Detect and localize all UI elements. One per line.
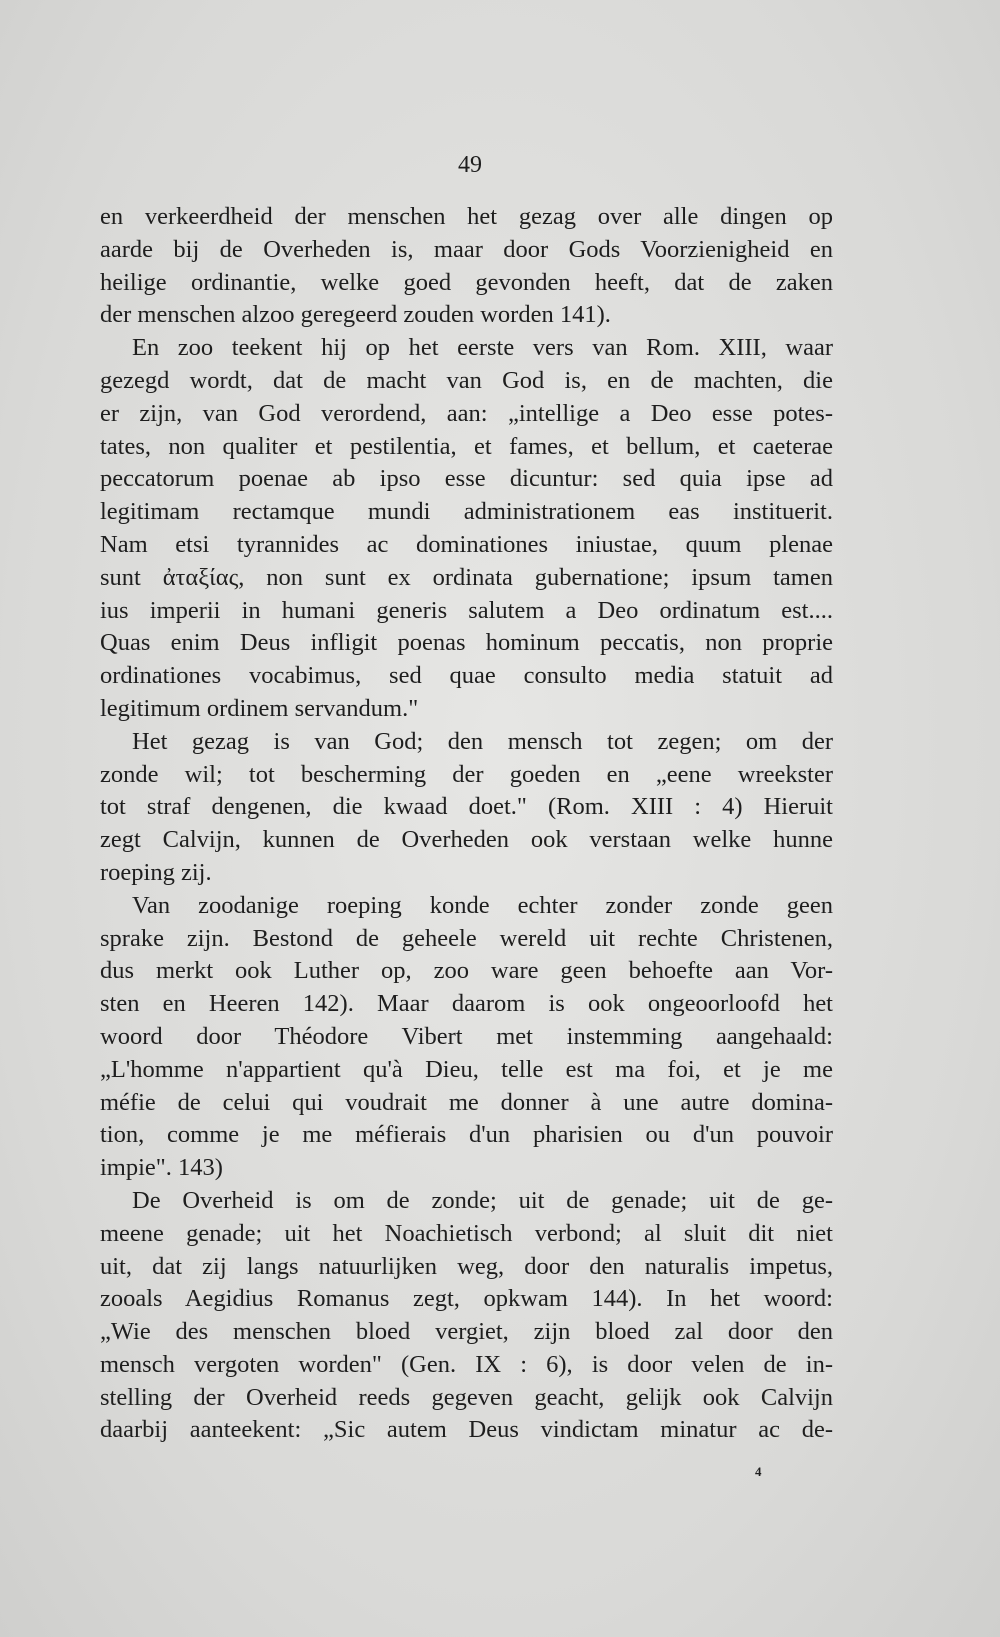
text-line: sprake zijn. Bestond de geheele wereld uit rechte Christenen,: [100, 924, 833, 952]
text-line: aarde bij de Overheden is, maar door Gods Voorzienigheid en: [100, 235, 833, 263]
text-line: Nam etsi tyrannides ac dominationes iniustae, quum plenae: [100, 530, 833, 558]
text-line: legitimam rectamque mundi administrationem eas instituerit.: [100, 498, 833, 526]
text-line: sten en Heeren 142). Maar daarom is ook ongeoorloofd het: [100, 990, 833, 1018]
signature-mark: 4: [755, 1464, 762, 1479]
body-text: [100, 201, 833, 1447]
page-number: 49: [458, 152, 482, 178]
text-line: gezegd wordt, dat de macht van God is, en de machten, die: [100, 366, 833, 394]
text-line: „Wie des menschen bloed vergiet, zijn bloed zal door den: [100, 1318, 833, 1346]
text-line: De Overheid is om de zonde; uit de genade; uit de ge-: [132, 1186, 833, 1214]
text-line: der menschen alzoo geregeerd zouden worden 141).: [100, 301, 611, 329]
text-line: zonde wil; tot bescherming der goeden en „eene wreekster: [100, 760, 833, 788]
text-line: Van zoodanige roeping konde echter zonder zonde geen: [132, 891, 833, 919]
text-line: zooals Aegidius Romanus zegt, opkwam 144). In het woord:: [100, 1285, 833, 1313]
text-line: heilige ordinantie, welke goed gevonden heeft, dat de zaken: [100, 268, 833, 296]
text-line: meene genade; uit het Noachietisch verbond; al sluit dit niet: [100, 1219, 833, 1247]
text-line: en verkeerdheid der menschen het gezag over alle dingen op: [100, 203, 833, 230]
text-line: „L'homme n'appartient qu'à Dieu, telle est ma foi, et je me: [100, 1055, 833, 1083]
text-line: dus merkt ook Luther op, zoo ware geen behoefte aan Vor-: [100, 957, 833, 985]
text-line: ordinationes vocabimus, sed quae consulto media statuit ad: [100, 662, 833, 690]
text-line: stelling der Overheid reeds gegeven geacht, gelijk ook Calvijn: [100, 1383, 833, 1411]
text-line: tates, non qualiter et pestilentia, et fames, et bellum, et caeterae: [100, 432, 833, 460]
text-line: daarbij aanteekent: „Sic autem Deus vindictam minatur ac de-: [100, 1416, 833, 1444]
text-line: impie". 143): [100, 1154, 223, 1182]
text-line: Het gezag is van God; den mensch tot zegen; om der: [132, 727, 833, 755]
text-line: ius imperii in humani generis salutem a Deo ordinatum est....: [100, 596, 833, 624]
text-line: méfie de celui qui voudrait me donner à une autre domina-: [100, 1088, 833, 1116]
text-line: woord door Théodore Vibert met instemming aangehaald:: [100, 1022, 833, 1050]
text-line: tion, comme je me méfierais d'un pharisien ou d'un pouvoir: [100, 1121, 833, 1149]
text-line: legitimum ordinem servandum.": [100, 694, 419, 722]
text-line: uit, dat zij langs natuurlijken weg, door den naturalis impetus,: [100, 1252, 833, 1280]
text-line: sunt ἀταξίας, non sunt ex ordinata gubernatione; ipsum tamen: [100, 563, 833, 591]
text-line: tot straf dengenen, die kwaad doet." (Rom. XIII : 4) Hieruit: [100, 793, 833, 821]
text-line: En zoo teekent hij op het eerste vers van Rom. XIII, waar: [132, 334, 833, 362]
text-line: mensch vergoten worden" (Gen. IX : 6), is door velen de in-: [100, 1350, 833, 1378]
text-line: er zijn, van God verordend, aan: „intellige a Deo esse potes-: [100, 399, 833, 427]
text-line: roeping zij.: [100, 858, 212, 886]
text-line: zegt Calvijn, kunnen de Overheden ook verstaan welke hunne: [100, 826, 833, 854]
text-line: peccatorum poenae ab ipso esse dicuntur: sed quia ipse ad: [100, 465, 833, 493]
text-line: Quas enim Deus infligit poenas hominum peccatis, non proprie: [100, 629, 833, 657]
